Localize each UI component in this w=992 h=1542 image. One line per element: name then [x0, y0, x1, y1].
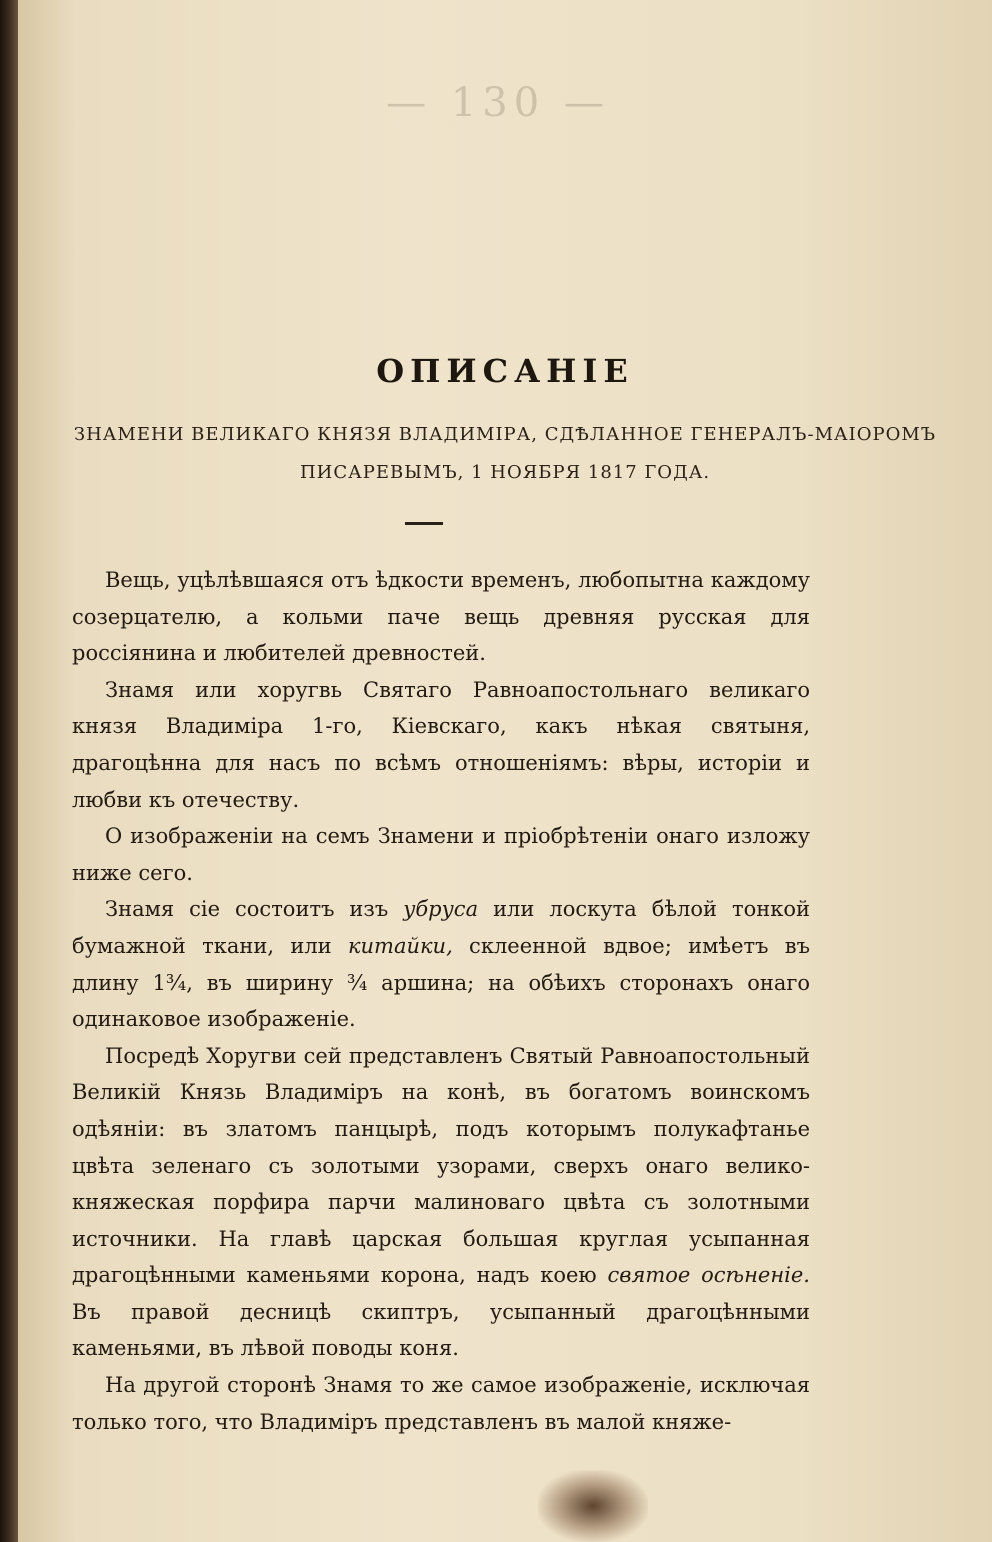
paragraph-4-emphasis-1: убруса — [403, 897, 479, 922]
paragraph-6: На другой сторонѣ Знамя то же самое изображеніе, исключая только того, что Владиміръ представленъ въ малой княже- — [72, 1373, 810, 1434]
paragraph-2: Знамя или хоругвь Святаго Равноапостольнаго великаго князя Владиміра 1-го, Кіевскаго, какъ нѣкая святыня, драгоцѣнна для насъ по всѣмъ отношеніямъ: вѣры, исторіи и любви къ отечеству. — [72, 677, 810, 812]
section-divider — [405, 522, 443, 525]
paragraph-5-part-1: Посредѣ Хоругви сей представленъ Святый Равноапостольный Великій Князь Владиміръ на конѣ, въ богатомъ воинскомъ одѣяніи: въ златомъ панцырѣ, подъ которымъ полукафтанье цвѣта зеленаго съ золотыми узорами, сверхъ онаго велико-княжеская порфира парчи малиноваго цвѣта съ золотными источники. На главѣ царская большая круглая усыпанная драгоцѣнными каменьями корона, надъ коею — [72, 1043, 810, 1288]
document-page — [18, 0, 992, 1542]
page-number: — 130 — — [386, 80, 610, 126]
paragraph-5 — [72, 1038, 810, 1367]
paragraph-3: О изображеніи на семъ Знамени и пріобрѣтеніи онаго изложу ниже сего. — [72, 824, 810, 885]
subtitle-line-1: ЗНАМЕНИ ВЕЛИКАГО КНЯЗЯ ВЛАДИМІРА, СДѢЛАННОЕ ГЕНЕРАЛЪ-МАІОРОМЪ — [73, 424, 937, 445]
paragraph-4 — [72, 891, 810, 1037]
paragraph-1: Вещь, уцѣлѣвшаяся отъ ѣдкости временъ, любопытна каждому созерцателю, а кольми паче вещь древняя русская для россіянина и любителей древностей. — [72, 568, 810, 666]
body-text — [72, 562, 810, 1440]
subtitle-line-2: ПИСАРЕВЫМЪ, 1 НОЯБРЯ 1817 ГОДА. — [299, 462, 711, 483]
paragraph-4-emphasis-2: китайки, — [347, 933, 453, 958]
paragraph-4-part-1: Знамя сіе состоитъ изъ — [105, 897, 404, 922]
paragraph-4-part-2: или лоскута бѣлой тонкой бумажной ткани, или — [72, 897, 810, 958]
book-spine-edge — [0, 0, 18, 1542]
page-title: ОПИСАНІЕ — [376, 352, 634, 390]
paragraph-5-emphasis-1: святое осѣненіе. — [607, 1263, 810, 1288]
paragraph-4-part-3: склеенной вдвое; имѣетъ въ длину 1¾, въ ширину ¾ аршина; на обѣихъ сторонахъ онаго одинаковое изображеніе. — [72, 933, 810, 1032]
ink-stain — [538, 1470, 648, 1542]
paragraph-5-part-2: Въ правой десницѣ скиптръ, усыпанный драгоцѣнными каменьями, въ лѣвой поводы коня. — [72, 1299, 810, 1361]
